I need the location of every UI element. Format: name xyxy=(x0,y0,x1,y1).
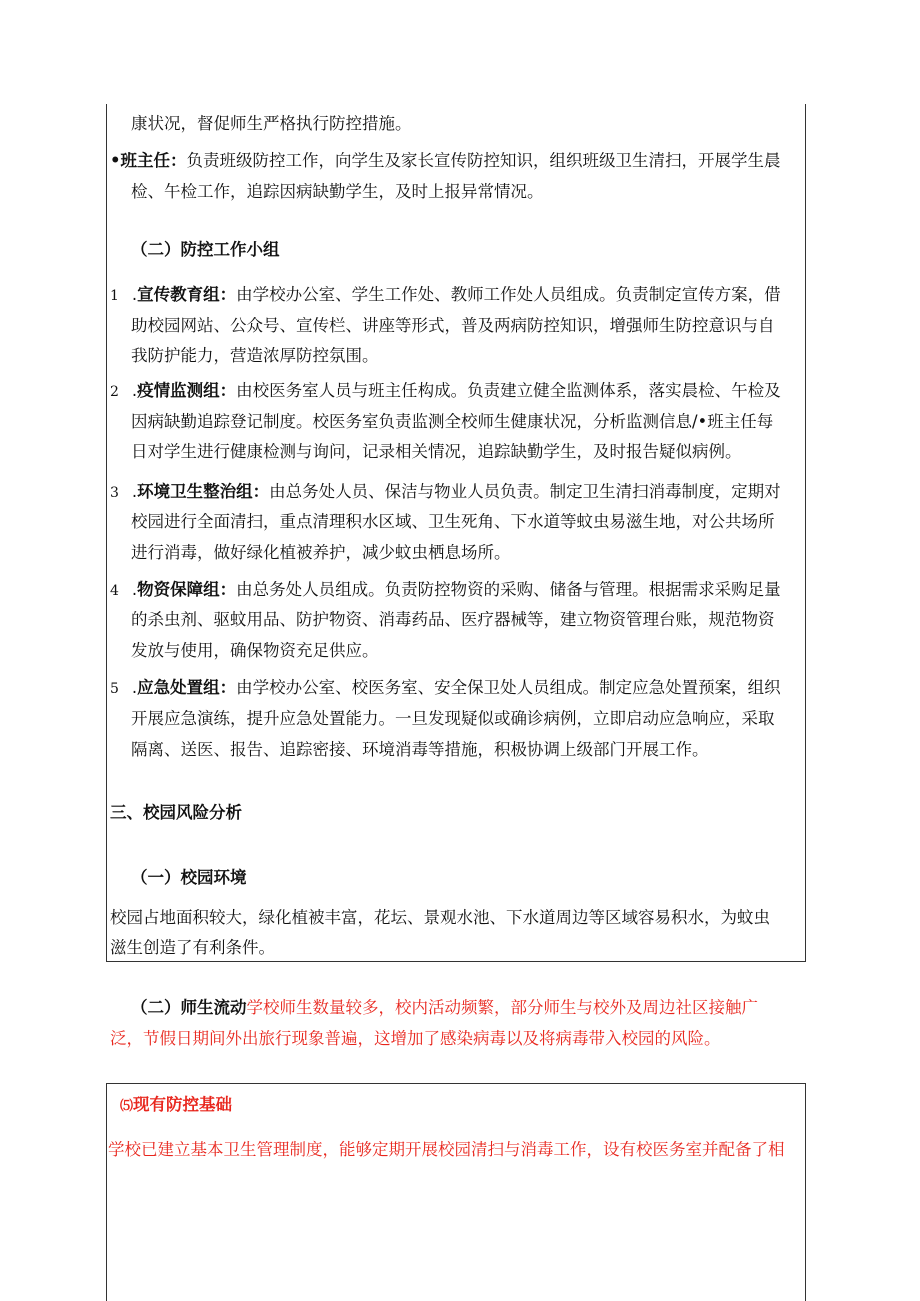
group-item-4-line-2: 的杀虫剂、驱蚊用品、防护物资、消毒药品、医疗器械等，建立物资管理台账，规范物资 xyxy=(131,610,775,629)
basis-title: 现有防控基础 xyxy=(133,1095,233,1114)
section-heading-working-groups: （二）防控工作小组 xyxy=(131,240,280,259)
group-item-1-line-2: 助校园网站、公众号、宣传栏、讲座等形式，普及两病防控知识，增强师生防控意识与自 xyxy=(131,316,775,335)
group-number: 3 xyxy=(110,485,119,501)
group-label: 物资保障组： xyxy=(137,580,237,599)
bullet: • xyxy=(110,151,121,170)
group-dot: . xyxy=(131,285,138,304)
subheading-existing-basis xyxy=(120,1095,232,1117)
flow-line-2: 泛，节假日期间外出旅行现象普遍，这增加了感染病毒以及将病毒带入校园的风险。 xyxy=(110,1029,721,1048)
group-text: 由校医务室人员与班主任构成。负责建立健全监测体系，落实晨检、午检及 xyxy=(236,381,781,400)
flow-text: 学校师生数量较多，校内活动频繁，部分师生与校外及周边社区接触广 xyxy=(246,998,758,1017)
head-teacher-label: 班主任： xyxy=(120,151,187,170)
env-line-1: 校园占地面积较大，绿化植被丰富，花坛、景观水池、下水道周边等区域容易积水，为蚊虫 xyxy=(110,908,770,927)
env-line-2: 滋生创造了有利条件。 xyxy=(110,938,275,957)
group-number: 2 xyxy=(110,384,119,400)
group-number: 5 xyxy=(110,681,119,697)
paragraph-line: 康状况，督促师生严格执行防控措施。 xyxy=(131,114,412,133)
group-label: 应急处置组： xyxy=(137,678,237,697)
group-item-5-line-2: 开展应急演练，提升应急处置能力。一旦发现疑似或确诊病例，立即启动应急响应，采取 xyxy=(131,709,775,728)
group-text: 由学校办公室、校医务室、安全保卫处人员组成。制定应急处置预案，组织 xyxy=(236,678,781,697)
group-item-3-line-2: 校园进行全面清扫，重点清理积水区域、卫生死角、下水道等蚊虫易滋生地，对公共场所 xyxy=(131,512,775,531)
group-number: 1 xyxy=(110,288,119,304)
head-teacher-line xyxy=(110,151,781,171)
group-dot: . xyxy=(131,381,138,400)
group-text: 由总务处人员组成。负责防控物资的采购、储备与管理。根据需求采购足量 xyxy=(236,580,781,599)
group-item-5 xyxy=(110,678,781,699)
group-label: 环境卫生整治组： xyxy=(137,482,270,501)
group-item-1-line-3: 我防护能力，营造浓厚防控氛围。 xyxy=(131,346,379,365)
group-item-3 xyxy=(110,482,781,503)
group-number: 4 xyxy=(110,583,119,599)
flow-line-1 xyxy=(131,998,758,1018)
group-item-4-line-3: 发放与使用，确保物资充足供应。 xyxy=(131,641,379,660)
subheading-campus-environment: （一）校园环境 xyxy=(131,868,247,887)
basis-line-1: 学校已建立基本卫生管理制度，能够定期开展校园清扫与消毒工作，设有校医务室并配备了相 xyxy=(108,1140,785,1159)
group-label: 宣传教育组： xyxy=(137,285,237,304)
head-teacher-line-2: 检、午检工作，追踪因病缺勤学生，及时上报异常情况。 xyxy=(131,182,544,201)
subheading-flow: （二）师生流动 xyxy=(131,998,247,1017)
section-heading-risk-analysis: 三、校园风险分析 xyxy=(110,803,242,822)
group-item-4 xyxy=(110,580,781,601)
group-item-2 xyxy=(110,381,781,402)
group-text: 由总务处人员、保洁与物业人员负责。制定卫生清扫消毒制度，定期对 xyxy=(269,482,781,501)
head-teacher-text: 负责班级防控工作，向学生及家长宣传防控知识，组织班级卫生清扫，开展学生晨 xyxy=(186,151,781,170)
group-item-3-line-3: 进行消毒，做好绿化植被养护，减少蚊虫栖息场所。 xyxy=(131,543,511,562)
content-table-frame xyxy=(106,104,806,962)
group-dot: . xyxy=(131,580,138,599)
group-dot: . xyxy=(131,678,138,697)
group-item-1 xyxy=(110,285,781,306)
basis-prefix: ⑸ xyxy=(120,1099,134,1114)
group-label: 疫情监测组： xyxy=(137,381,237,400)
group-text: 由学校办公室、学生工作处、教师工作处人员组成。负责制定宣传方案，借 xyxy=(236,285,781,304)
group-item-2-line-2: 因病缺勤追踪登记制度。校医务室负责监测全校师生健康状况，分析监测信息/•班主任每 xyxy=(131,412,774,431)
group-dot: . xyxy=(131,482,138,501)
group-item-5-line-3: 隔离、送医、报告、追踪密接、环境消毒等措施，积极协调上级部门开展工作。 xyxy=(131,740,709,759)
group-item-2-line-3: 日对学生进行健康检测与询问，记录相关情况，追踪缺勤学生，及时报告疑似病例。 xyxy=(131,442,742,461)
